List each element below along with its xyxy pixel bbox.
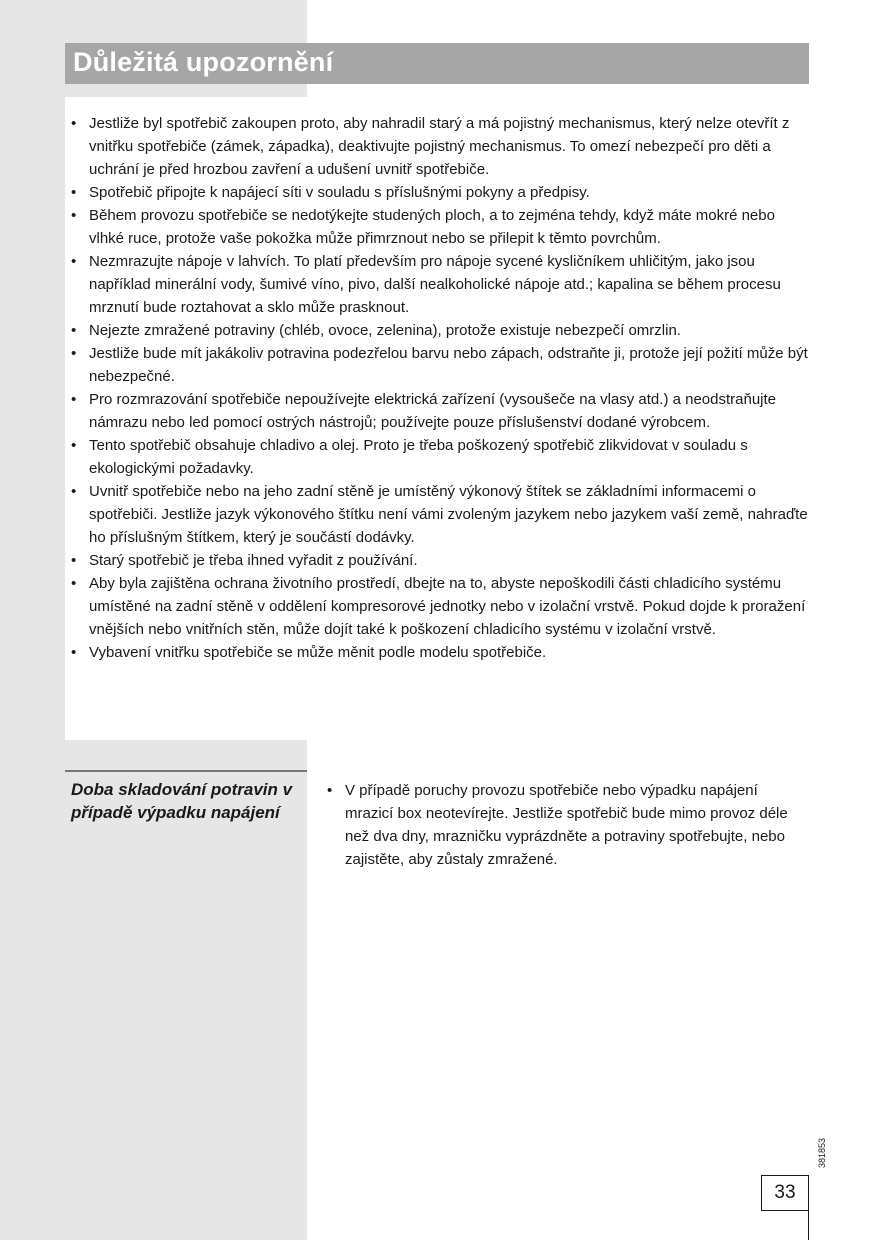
list-item-text: Uvnitř spotřebiče nebo na jeho zadní stěně je umístěný výkonový štítek se základními informacemi o spotřebiči. Jestliže jazyk výkonového štítku není vámi zvoleným jazykem nebo jazykem vaší země, nahraďte ho příslušným štítkem, který je součástí dodávky. <box>89 483 808 546</box>
bullet-icon: • <box>71 575 77 592</box>
list-item-text: Nejezte zmražené potraviny (chléb, ovoce, zelenina), protože existuje nebezpečí omrzlin. <box>89 322 681 339</box>
list-item <box>327 779 809 871</box>
list-item <box>71 250 809 319</box>
list-item <box>71 204 809 250</box>
list-item-text: Aby byla zajištěna ochrana životního prostředí, dbejte na to, abyste nepoškodili části chladicího systému umístěné na zadní stěně v oddělení kompresorové jednotky nebo v izolační vrstvě. Pokud dojde k proražení vnějších nebo vnitřních stěn, může dojít také k poškození chladicího systému v izolační vrstvě. <box>89 575 806 638</box>
list-item-text: Tento spotřebič obsahuje chladivo a olej. Proto je třeba poškozený spotřebič zlikvidovat v souladu s ekologickými požadavky. <box>89 437 748 477</box>
list-item <box>71 181 809 204</box>
list-item <box>71 434 809 480</box>
list-item <box>71 572 809 641</box>
bullet-icon: • <box>71 391 77 408</box>
list-item <box>71 641 809 664</box>
list-item <box>71 388 809 434</box>
list-item-text: Během provozu spotřebiče se nedotýkejte studených ploch, a to zejména tehdy, když máte mokré nebo vlhké ruce, protože vaše pokožka může přimrznout nebo se přilepit k těmto povrchům. <box>89 207 775 247</box>
section-title-bar <box>65 43 809 84</box>
list-item-text: V případě poruchy provozu spotřebiče nebo výpadku napájení mrazicí box neotevírejte. Jestliže spotřebič bude mimo provoz déle než dva dny, mrazničku vyprázdněte a potraviny spotřebujte, nebo zajistěte, aby zůstaly zmražené. <box>345 782 788 868</box>
section-divider <box>65 770 307 772</box>
bullet-icon: • <box>71 552 77 569</box>
list-item-text: Nezmrazujte nápoje v lahvích. To platí především pro nápoje sycené kysličníkem uhličitým, jako jsou například minerální vody, šumivé víno, pivo, další nealkoholické nápoje atd.; kapalina se během procesu mrznutí bude roztahovat a sklo může prasknout. <box>89 253 781 316</box>
page-number-tail-line <box>808 1210 809 1240</box>
page-title: Důležitá upozornění <box>73 47 334 77</box>
list-item-text: Starý spotřebič je třeba ihned vyřadit z používání. <box>89 552 418 569</box>
list-item-text: Jestliže byl spotřebič zakoupen proto, aby nahradil starý a má pojistný mechanismus, který nelze otevřít z vnitřku spotřebiče (zámek, západka), deaktivujte pojistný mechanismus. To omezí nebezpečí pro děti a uchrání je před hrozbou zavření a udušení uvnitř spotřebiče. <box>89 115 790 178</box>
storage-section-heading: Doba skladování potravin v případě výpadku napájení <box>71 780 293 822</box>
list-item <box>71 342 809 388</box>
storage-section-list <box>327 779 809 871</box>
bullet-icon: • <box>71 322 77 339</box>
warnings-list <box>71 112 809 664</box>
bullet-icon: • <box>71 207 77 224</box>
list-item <box>71 480 809 549</box>
list-item <box>71 112 809 181</box>
bullet-icon: • <box>71 644 77 661</box>
list-item-text: Jestliže bude mít jakákoliv potravina podezřelou barvu nebo zápach, odstraňte ji, protože její požití může být nebezpečné. <box>89 345 808 385</box>
page-number: 33 <box>761 1175 809 1211</box>
document-code: 381853 <box>817 1137 827 1169</box>
bullet-icon: • <box>71 253 77 270</box>
list-item <box>71 319 809 342</box>
bullet-icon: • <box>71 345 77 362</box>
bullet-icon: • <box>71 115 77 132</box>
bullet-icon: • <box>327 782 333 799</box>
list-item <box>71 549 809 572</box>
bullet-icon: • <box>71 483 77 500</box>
bullet-icon: • <box>71 437 77 454</box>
list-item-text: Vybavení vnitřku spotřebiče se může měnit podle modelu spotřebiče. <box>89 644 547 661</box>
bullet-icon: • <box>71 184 77 201</box>
list-item-text: Pro rozmrazování spotřebiče nepoužívejte elektrická zařízení (vysoušeče na vlasy atd.) a neodstraňujte námrazu nebo led pomocí ostrých nástrojů; používejte pouze příslušenství dodané výrobcem. <box>89 391 777 431</box>
list-item-text: Spotřebič připojte k napájecí síti v souladu s příslušnými pokyny a předpisy. <box>89 184 590 201</box>
